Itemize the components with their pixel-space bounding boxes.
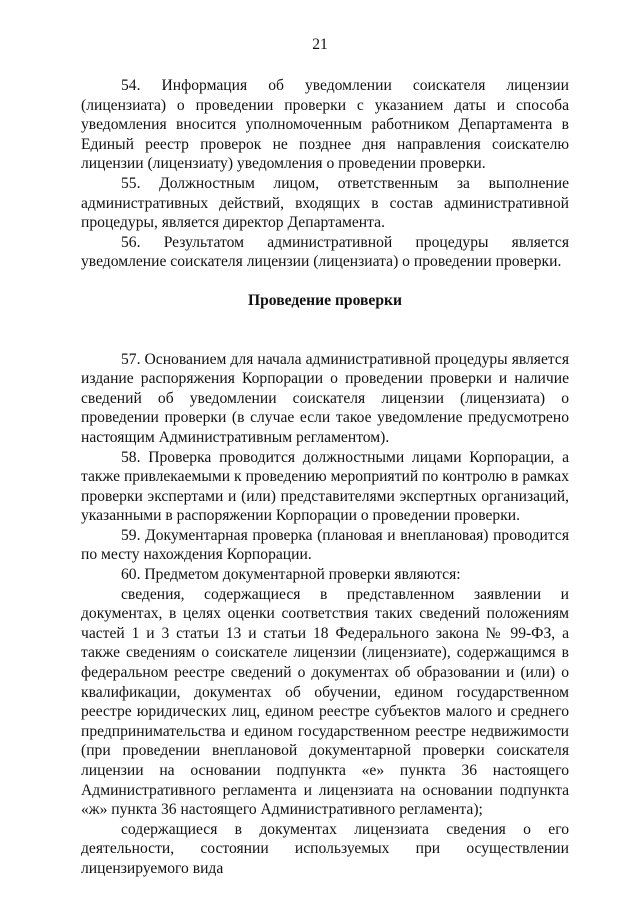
paragraph-58: 58. Проверка проводится должностными лицами Корпорации, а также привлекаемыми к проведению мероприятий по контролю в рамках проверки экспертами и (или) представителями экспертных организаций, указанными в распоряжении Корпорации о проведении проверки. [81, 448, 569, 525]
paragraph-55: 55. Должностным лицом, ответственным за выполнение административных действий, входящих в состав административной процедуры, является директор Департамента. [81, 174, 569, 232]
paragraph-57: 57. Основанием для начала административной процедуры является издание распоряжения Корпорации о проведении проверки и наличие сведений об уведомлении соискателя лицензии (лицензиата) о проведении проверки (в случае если такое уведомление предусмотрено настоящим Административным регламентом). [81, 350, 569, 446]
page-number: 21 [312, 36, 328, 53]
section-heading: Проведение проверки [248, 291, 402, 309]
document-body [81, 76, 569, 879]
paragraph-59: 59. Документарная проверка (плановая и внеплановая) проводится по месту нахождения Корпорации. [81, 526, 569, 564]
paragraph-56: 56. Результатом административной процедуры является уведомление соискателя лицензии (лицензиата) о проведении проверки. [81, 233, 569, 271]
paragraph-60-item-1: сведения, содержащиеся в представленном заявлении и документах, в целях оценки соответствия таких сведений положениям частей 1 и 3 статьи 13 и статьи 18 Федерального закона № 99-ФЗ, а также сведениям о соискателе лицензии (лицензиате), содержащимся в федеральном реестре сведений о документах об образовании и (или) о квалификации, документах об обучении, едином государственном реестре юридических лиц, едином реестре субъектов малого и среднего предпринимательства и едином государственном реестре недвижимости (при проведении внеплановой документарной проверки соискателя лицензии на основании подпункта «е» пункта 36 настоящего Административного регламента и лицензиата на основании подпункта «ж» пункта 36 настоящего Административного регламента); [81, 585, 569, 819]
paragraph-60: 60. Предметом документарной проверки являются: [121, 566, 461, 584]
paragraph-54: 54. Информация об уведомлении соискателя лицензии (лицензиата) о проведении проверки с указанием даты и способа уведомления вносится уполномоченным работником Департамента в Единый реестр проверок не позднее дня направления соискателю лицензии (лицензиату) уведомления о проведении проверки. [81, 77, 569, 173]
paragraph-60-item-2: содержащиеся в документах лицензиата сведения о его деятельности, состоянии используемых при осуществлении лицензируемого вида [81, 820, 569, 877]
